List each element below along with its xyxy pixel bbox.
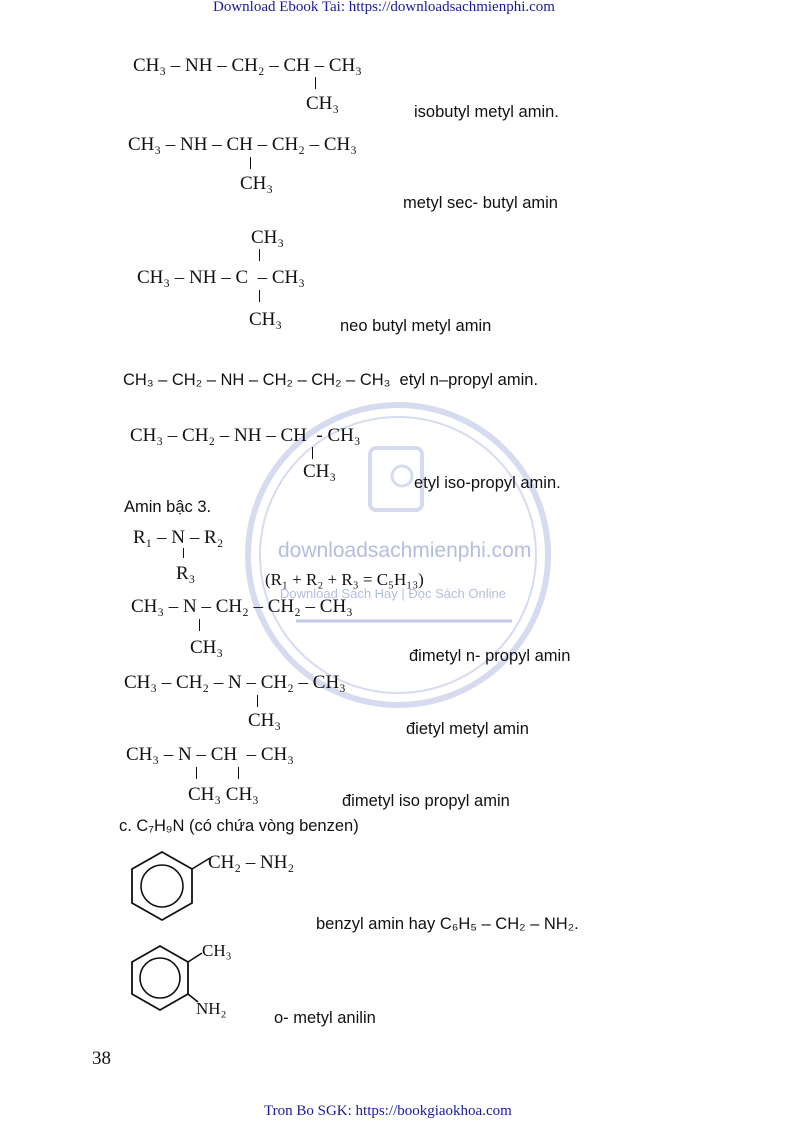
benzene-ring-icon bbox=[126, 845, 216, 935]
s3-bond-top bbox=[259, 249, 260, 261]
a2-name: o- metyl anilin bbox=[274, 1009, 376, 1027]
general-branch: R₃ bbox=[176, 563, 196, 584]
s2-main: CH₃ – NH – CH – CH₂ – CH₃ bbox=[128, 134, 357, 155]
page-number: 38 bbox=[92, 1048, 111, 1069]
general-condition: (R₁ + R₂ + R₃ = C₅H₁₃) bbox=[265, 570, 424, 589]
s3-bottom: CH₃ bbox=[249, 309, 283, 330]
s1-main: CH₃ – NH – CH₂ – CH – CH₃ bbox=[133, 55, 362, 76]
s3-top: CH₃ bbox=[251, 227, 285, 248]
s2-bond bbox=[250, 157, 251, 169]
a2-sub2: NH₂ bbox=[196, 999, 227, 1018]
t2-bond bbox=[257, 695, 258, 707]
t3-branch: CH₃ CH₃ bbox=[188, 784, 259, 805]
t2-name: đietyl metyl amin bbox=[406, 720, 529, 738]
s5-branch: CH₃ bbox=[303, 461, 337, 482]
watermark-tagline: Download Sách Hay | Đọc Sách Online bbox=[280, 586, 506, 601]
aromatic-heading: c. C₇H₉N (có chứa vòng benzen) bbox=[119, 817, 359, 835]
t3-main: CH₃ – N – CH – CH₃ bbox=[126, 744, 294, 765]
t1-branch: CH₃ bbox=[190, 637, 224, 658]
s3-name: neo butyl metyl amin bbox=[340, 317, 492, 335]
a1-substituent: CH₂ – NH₂ bbox=[208, 852, 295, 873]
t3-name: đimetyl iso propyl amin bbox=[342, 792, 510, 810]
footer-link[interactable]: Tron Bo SGK: https://bookgiaokhoa.com bbox=[264, 1103, 512, 1119]
s2-name: metyl sec- butyl amin bbox=[403, 194, 558, 212]
s1-name: isobutyl metyl amin. bbox=[414, 103, 559, 121]
tertiary-heading: Amin bậc 3. bbox=[124, 498, 212, 516]
t2-branch: CH₃ bbox=[248, 710, 282, 731]
header-link[interactable]: Download Ebook Tai: https://downloadsachmienphi.com bbox=[213, 0, 555, 15]
t3-bond-2 bbox=[238, 767, 239, 779]
s2-branch: CH₃ bbox=[240, 173, 274, 194]
s5-name: etyl iso-propyl amin. bbox=[414, 474, 561, 492]
s4-line: CH₃ – CH₂ – NH – CH₂ – CH₂ – CH₃ etyl n–propyl amin. bbox=[123, 371, 539, 389]
t2-main: CH₃ – CH₂ – N – CH₂ – CH₃ bbox=[124, 672, 346, 693]
s1-branch: CH₃ bbox=[306, 93, 340, 114]
s5-bond bbox=[312, 447, 313, 459]
s3-bond-bottom bbox=[259, 290, 260, 302]
s5-main: CH₃ – CH₂ – NH – CH - CH₃ bbox=[130, 425, 361, 446]
t1-bond bbox=[199, 619, 200, 631]
s3-main: CH₃ – NH – C – CH₃ bbox=[137, 267, 305, 288]
general-main: R₁ – N – R₂ bbox=[133, 527, 224, 548]
t3-bond-1 bbox=[196, 767, 197, 779]
t1-main: CH₃ – N – CH₂ – CH₂ – CH₃ bbox=[131, 596, 353, 617]
watermark-site: downloadsachmienphi.com bbox=[278, 539, 532, 562]
a2-sub1: CH₃ bbox=[202, 941, 232, 960]
a1-name: benzyl amin hay C₆H₅ – CH₂ – NH₂. bbox=[316, 915, 579, 933]
t1-name: đimetyl n- propyl amin bbox=[409, 647, 571, 665]
s1-bond bbox=[315, 77, 316, 89]
general-bond bbox=[183, 548, 184, 558]
